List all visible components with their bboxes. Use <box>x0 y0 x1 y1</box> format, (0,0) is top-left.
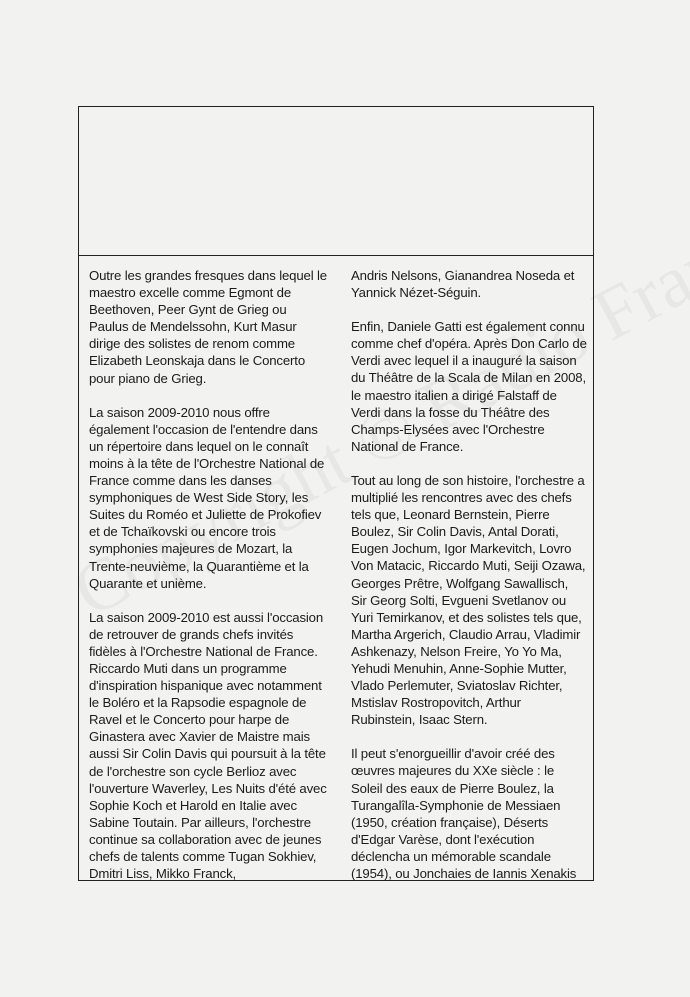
content-frame <box>78 106 594 881</box>
left-column <box>89 267 327 882</box>
paragraph: Il peut s'enorgueillir d'avoir créé des œuvres majeures du XXe siècle : le Soleil des eaux de Pierre Boulez, la Turangalîla-Symphonie de Messiaen (1950, création française), Déserts d'Edgar Varèse, dont l'exécution déclencha un mémorable scandale (1954), ou Jonchaies de Iannis Xenakis <box>351 746 577 881</box>
header-divider <box>79 255 593 256</box>
right-column <box>351 267 587 882</box>
paragraph: Enfin, Daniele Gatti est également connu comme chef d'opéra. Après Don Carlo de Verdi avec lequel il a inauguré la saison du Théâtre de la Scala de Milan en 2008, le maestro italien a dirigé Falstaff de Verdi dans la fosse du Théâtre des Champs-Elysées avec l'Orchestre National de France. <box>351 319 587 454</box>
paragraph: La saison 2009-2010 nous offre également l'occasion de l'entendre dans un répertoire dans lequel on le connaît moins à la tête de l'Orchestre National de France comme dans les danses symphoniques de West Side Story, les Suites du Roméo et Juliette de Prokofiev et de Tchaïkovski ou encore trois symphonies majeures de Mozart, la Trente-neuvième, la Quarantième et la Quarante et unième. <box>89 404 325 591</box>
paragraph: La saison 2009-2010 est aussi l'occasion de retrouver de grands chefs invités fidèles à l'Orchestre National de France. Riccardo Muti dans un programme d'inspiration hispanique avec notamment le Boléro et la Rapsodie espagnole de Ravel et le Concerto pour harpe de Ginastera avec Xavier de Maistre mais aussi Sir Colin Davis qui poursuit à la tête de l'orchestre son cycle Berlioz avec l'ouverture Waverley, Les Nuits d'été avec Sophie Koch et Harold en Italie avec Sabine Toutain. Par ailleurs, l'orchestre continue sa collaboration avec de jeunes chefs de talents comme Tugan Sokhiev, Dmitri Liss, Mikko Franck, <box>89 609 327 882</box>
paragraph: Tout au long de son histoire, l'orchestre a multiplié les rencontres avec des chefs tels que, Leonard Bernstein, Pierre Boulez, Sir Colin Davis, Antal Dorati, Eugen Jochum, Igor Markevitch, Lovro Von Matacic, Riccardo Muti, Seiji Ozawa, Georges Prêtre, Wolfgang Sawallisch, Sir Georg Solti, Evgueni Svetlanov ou Yuri Temirkanov, et des solistes tels que, Martha Argerich, Claudio Arrau, Vladimir Ashkenazy, Nelson Freire, Yo Yo Ma, Yehudi Menuhin, Anne-Sophie Mutter, Vlado Perlemuter, Sviatoslav Richter, Mstislav Rostropovitch, Arthur Rubinstein, Isaac Stern. <box>351 472 586 728</box>
paragraph: Outre les grandes fresques dans lequel le maestro excelle comme Egmont de Beethoven, Peer Gynt de Grieg ou Paulus de Mendelssohn, Kurt Masur dirige des solistes de renom comme Elizabeth Leonskaja dans le Concerto pour piano de Grieg. <box>89 268 327 386</box>
paragraph: Andris Nelsons, Gianandrea Noseda et Yannick Nézet-Séguin. <box>351 268 575 301</box>
